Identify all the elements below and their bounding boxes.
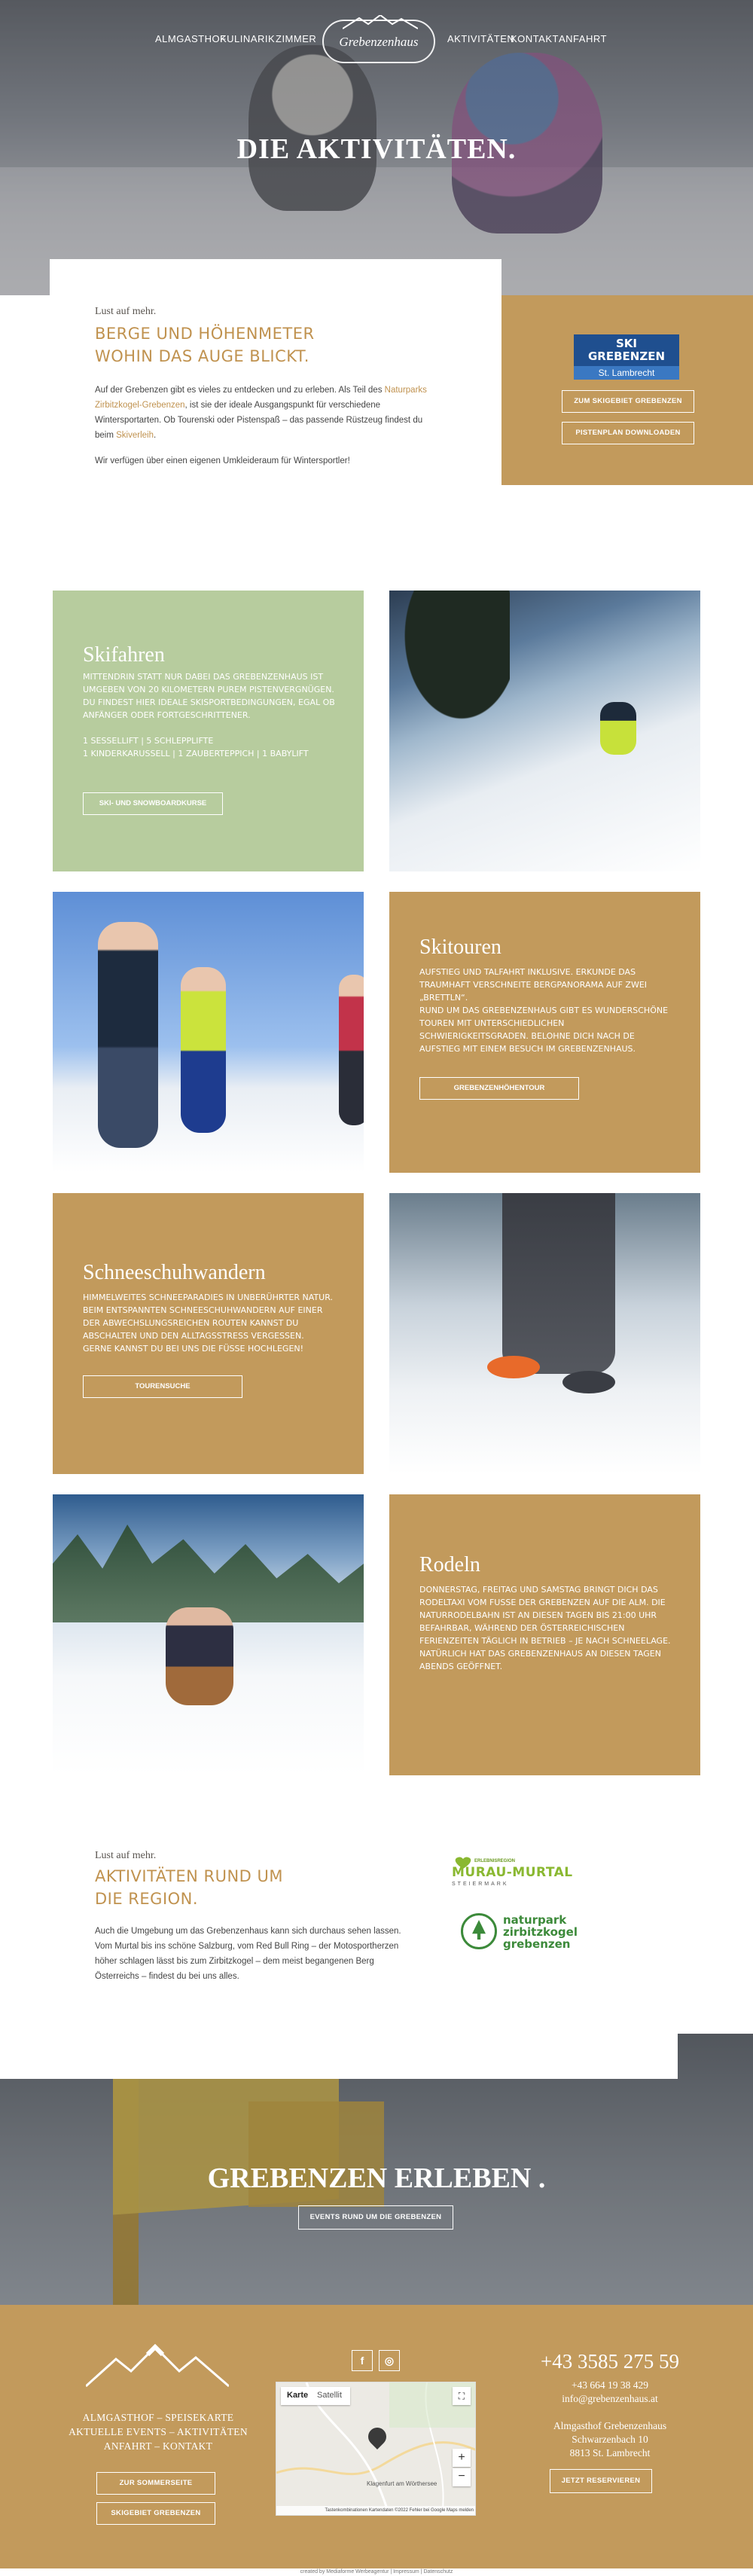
- intro-heading-line2: WOHIN DAS AUGE BLICKT.: [95, 347, 309, 365]
- naturpark-l1: naturpark: [503, 1913, 567, 1927]
- murau-big: MURAU-MURTAL: [452, 1865, 573, 1880]
- fullscreen-icon[interactable]: ⛶: [453, 2387, 471, 2405]
- footer-menu: [60, 2410, 256, 2453]
- intro-section: [50, 259, 501, 485]
- map-place-label: Klagenfurt am Wörthersee: [367, 2480, 437, 2487]
- skier-image: [389, 591, 700, 871]
- mountain-logo-icon: [343, 15, 418, 30]
- pistenplan-download-button[interactable]: PISTENPLAN DOWNLOADEN: [562, 422, 694, 444]
- skifahren-body: MITTENDRIN STATT NUR DABEI DAS GREBENZENHAUS IST UMGEBEN VON 20 KILOMETERN PUREM PISTENVERGNÜGEN. DU FINDEST HIER IDEALE SKISPORTBEDINGUNGEN, EGAL OB ANFÄNGER ODER FORTGESCHRITTENER.: [83, 672, 335, 720]
- skiverleih-link[interactable]: Skiverleih: [116, 431, 154, 440]
- ski-grebenzen-logo[interactable]: [574, 334, 679, 380]
- intro-heading-line1: BERGE UND HÖHENMETER: [95, 325, 315, 343]
- nav-item-aktivitaeten[interactable]: AKTIVITÄTEN: [447, 33, 515, 44]
- region-heading-line2: DIE REGION.: [95, 1890, 199, 1908]
- skitouren-title: Skitouren: [419, 935, 501, 959]
- grebenzenhoehentour-button[interactable]: GREBENZENHÖHENTOUR: [419, 1077, 579, 1100]
- ski-logo-line2: GREBENZEN: [587, 349, 666, 363]
- tourensuche-button[interactable]: TOURENSUCHE: [83, 1375, 242, 1398]
- hero-title: DIE AKTIVITÄTEN.: [236, 133, 517, 165]
- tourer-figure-2: [181, 967, 226, 1133]
- intro-paragraph-2: Wir verfügen über einen eigenen Umkleideraum für Wintersportler!: [95, 456, 350, 465]
- region-eyebrow: Lust auf mehr.: [95, 1850, 157, 1861]
- footer-skigebiet-button[interactable]: SKIGEBIET GREBENZEN: [96, 2502, 215, 2525]
- nav-item-kulinarik[interactable]: KULINARIK: [220, 33, 276, 44]
- schneeschuh-title: Schneeschuhwandern: [83, 1261, 266, 1284]
- reservieren-button[interactable]: JETZT RESERVIEREN: [550, 2469, 652, 2493]
- nav-item-zimmer[interactable]: ZIMMER: [276, 33, 317, 44]
- rodeln-title: Rodeln: [419, 1553, 480, 1576]
- intro-text-c: .: [154, 431, 157, 440]
- footer-link-kontakt[interactable]: ANFAHRT – KONTAKT: [103, 2440, 213, 2452]
- rodeln-body: DONNERSTAG, FREITAG UND SAMSTAG BRINGT DICH DAS RODELTAXI VOM FUSSE DER GREBENZEN AUF DIE ALM. DIE NATURRODELBAHN IST AN DIESEN TAGEN BIS 21:00 UHR BEFAHRBAR, WÄHREND DER ÖSTERREICHISCHEN FERIENZEITEN TÄGLICH IN BETRIEB – JE NACH SCHNEELAGE. NATÜRLICH HAT DAS GREBENZENHAUS AN DIESEN TAGEN ABENDS GEÖFFNET.: [419, 1585, 671, 1671]
- skigebiet-button[interactable]: ZUM SKIGEBIET GREBENZEN: [562, 390, 694, 413]
- tile-skitouren: [389, 892, 700, 1173]
- map-type-toggle: [281, 2387, 350, 2405]
- region-heading-line1: AKTIVITÄTEN RUND UM: [95, 1867, 284, 1885]
- rodeln-image: [53, 1494, 364, 1775]
- schneeschuh-image: [389, 1193, 700, 1474]
- snowshoe-left: [487, 1356, 540, 1378]
- tile-schneeschuhwandern: [53, 1193, 364, 1474]
- site-logo[interactable]: [322, 20, 435, 63]
- naturpark-logo[interactable]: [461, 1910, 589, 1952]
- skitouren-body-1: AUFSTIEG UND TALFAHRT INKLUSIVE. ERKUNDE DAS TRAUMHAFT VERSCHNEITE BERGPANORAMA AUF ZWEI „BRETTLN“.: [419, 967, 648, 1003]
- ski-logo-line3: St. Lambrecht: [574, 366, 679, 380]
- ski-snowboard-kurse-button[interactable]: SKI- UND SNOWBOARDKURSE: [83, 792, 223, 815]
- map-tab-karte[interactable]: Karte: [287, 2391, 309, 2400]
- footer-contact: [497, 2350, 723, 2460]
- footer: [0, 2305, 753, 2568]
- footer-credit[interactable]: created by Mediaforme Werbeagentur | Impressum | Datenschutz: [300, 2569, 453, 2574]
- skier-figure: [600, 702, 636, 755]
- ski-logo-line1: SKI: [615, 337, 637, 350]
- nav-item-anfahrt[interactable]: ANFAHRT: [559, 33, 607, 44]
- region-section: [95, 1850, 426, 1984]
- hero-section: [0, 0, 753, 295]
- facebook-icon[interactable]: f: [352, 2350, 373, 2371]
- erleben-section: [0, 2034, 753, 2305]
- footer-email[interactable]: info@grebenzenhaus.at: [562, 2393, 658, 2404]
- google-map[interactable]: [276, 2382, 476, 2516]
- tourer-figure-1: [98, 922, 158, 1148]
- tile-skifahren: [53, 591, 364, 871]
- events-button[interactable]: EVENTS RUND UM DIE GREBENZEN: [298, 2205, 453, 2230]
- skifahren-lifts-2: 1 KINDERKARUSSELL | 1 ZAUBERTEPPICH | 1 BABYLIFT: [83, 749, 309, 758]
- map-tab-satellit[interactable]: Satellit: [317, 2391, 343, 2400]
- footer-phone-big[interactable]: +43 3585 275 59: [541, 2350, 679, 2373]
- naturpark-link[interactable]: Naturparks Zirbitzkogel-Grebenzen: [95, 386, 427, 410]
- intro-text-a: Auf der Grebenzen gibt es vieles zu entdecken und zu erleben. Als Teil des: [95, 386, 383, 395]
- nav-item-almgasthof[interactable]: ALMGASTHOF: [155, 33, 227, 44]
- nav-item-kontakt[interactable]: KONTAKT: [511, 33, 559, 44]
- footer-phone-small[interactable]: +43 664 19 38 429: [571, 2379, 649, 2391]
- erleben-title: GREBENZEN ERLEBEN .: [207, 2162, 546, 2194]
- footer-link-aktivitaeten[interactable]: AKTUELLE EVENTS – AKTIVITÄTEN: [69, 2426, 248, 2437]
- map-zoom-out-icon[interactable]: −: [453, 2468, 471, 2486]
- intro-side-panel: [501, 295, 753, 485]
- pine-tree-shape: [389, 591, 510, 741]
- intro-text-b: , ist sie der ideale Ausgangspunkt für verschiedene Wintersportarten. Ob Tourenski oder Pistenspaß – das passende Rüstzeug findest du beim: [95, 401, 423, 440]
- tourer-figure-3: [339, 975, 364, 1125]
- skifahren-lifts-1: 1 SESSELLIFT | 5 SCHLEPPLIFTE: [83, 736, 214, 746]
- murau-small: ERLEBNISREGION: [474, 1859, 516, 1863]
- erleben-white-strip: [0, 2034, 678, 2079]
- intro-eyebrow: Lust auf mehr.: [95, 306, 157, 317]
- naturpark-l2: zirbitzkogel: [503, 1925, 578, 1939]
- naturpark-l3: grebenzen: [503, 1937, 571, 1951]
- murau-murtal-logo[interactable]: [452, 1856, 587, 1894]
- sommerseite-button[interactable]: ZUR SOMMERSEITE: [96, 2472, 215, 2495]
- footer-mountain-logo-icon[interactable]: [86, 2344, 229, 2388]
- snowshoe-right: [562, 1371, 615, 1393]
- footer-address-street: Schwarzenbach 10: [572, 2434, 648, 2445]
- sledder-figure: [166, 1607, 233, 1705]
- logo-text: Grebenzenhaus: [339, 35, 419, 49]
- schneeschuh-body: HIMMELWEITES SCHNEEPARADIES IN UNBERÜHRTER NATUR. BEIM ENTSPANNTEN SCHNEESCHUHWANDERN AUF EINER DER ABWECHSLUNGSREICHEN ROUTEN KANNST DU ABSCHALTEN UND DEN ALLTAGSSTRESS VERGESSEN. GERNE KANNST DU BEI UNS DIE FÜSSE HOCHLEGEN!: [83, 1293, 333, 1354]
- murau-sub: STEIERMARK: [452, 1882, 509, 1887]
- skifahren-title: Skifahren: [83, 643, 165, 667]
- skitouren-body-2: RUND UM DAS GREBENZENHAUS GIBT ES WUNDERSCHÖNE TOUREN MIT UNTERSCHIEDLICHEN SCHWIERIGKEITSGRADEN. BELOHNE DICH NACH DE AUFSTIEG MIT EINEM BESUCH IM GREBENZENHAUS.: [419, 1006, 669, 1054]
- map-footer: Tastenkombinationen Kartendaten ©2022 Fehler bei Google Maps melden: [276, 2506, 476, 2515]
- hiker-legs: [502, 1193, 615, 1374]
- footer-address-city: 8813 St. Lambrecht: [569, 2447, 651, 2458]
- naturpark-tree-icon: [461, 1913, 497, 1949]
- instagram-icon[interactable]: ◎: [379, 2350, 400, 2371]
- region-paragraph: Auch die Umgebung um das Grebenzenhaus kann sich durchaus sehen lassen. Vom Murtal bis ins schöne Salzburg, vom Red Bull Ring – der Motosportherzen höher schlagen lässt bis zum Zirbitzkogel – dem meist begangenen Berg Österreichs – findest du bei uns alles.: [95, 1927, 401, 1981]
- footer-link-speisekarte[interactable]: ALMGASTHOF – SPEISEKARTE: [82, 2412, 234, 2423]
- tile-rodeln: [389, 1494, 700, 1775]
- intro-paragraph: [95, 383, 441, 443]
- skitouren-image: [53, 892, 364, 1173]
- map-zoom-in-icon[interactable]: +: [453, 2449, 471, 2467]
- footer-address-name: Almgasthof Grebenzenhaus: [553, 2420, 667, 2431]
